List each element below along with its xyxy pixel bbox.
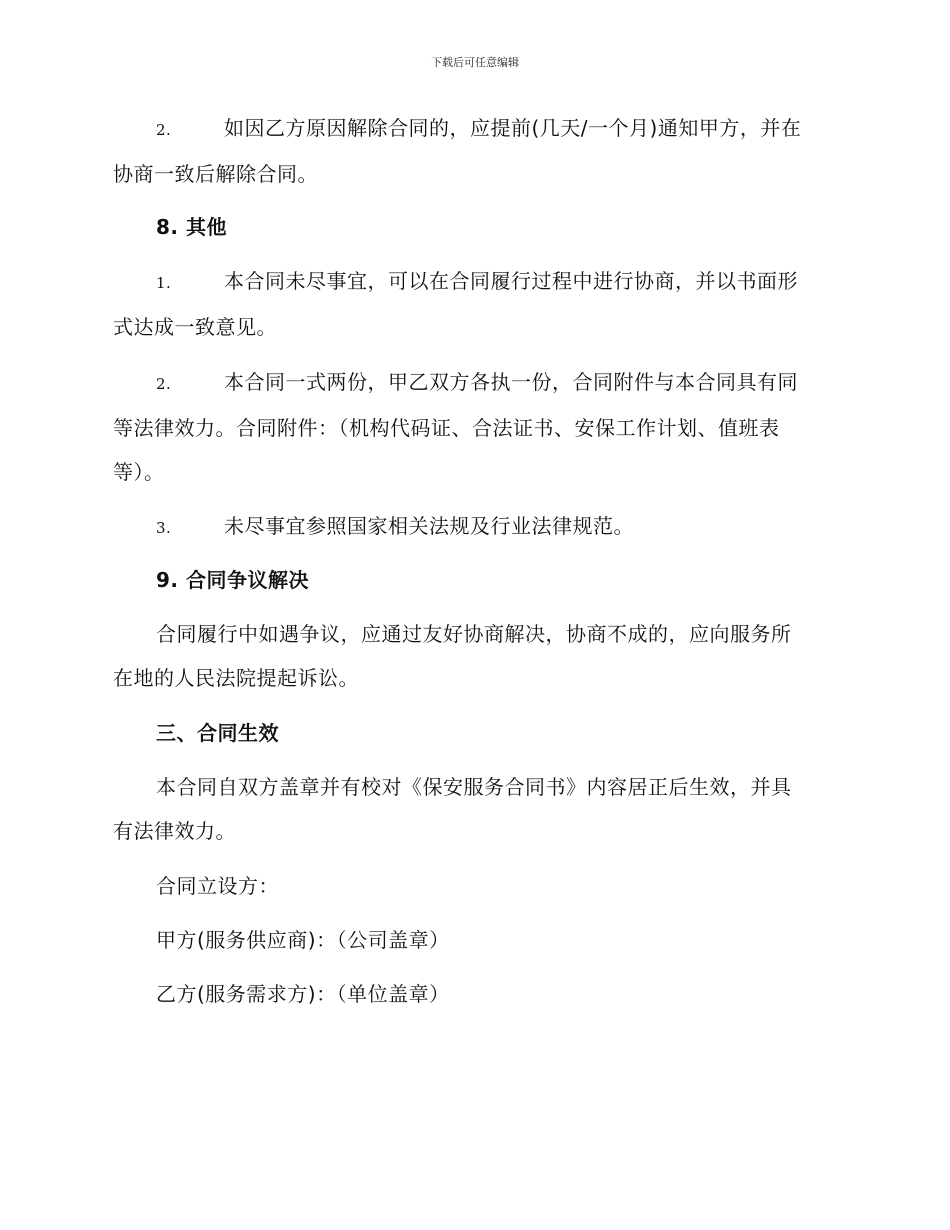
clause-line (113, 360, 838, 406)
page-header-note: 下载后可任意编辑 (431, 56, 519, 69)
section-9-heading: 9. 合同争议解决 (156, 568, 309, 592)
paragraph-line (113, 765, 838, 809)
clause-line (113, 106, 838, 152)
clause-number: 2. (156, 121, 172, 139)
paragraph-line: 在地的人民法院提起诉讼。 (113, 666, 359, 690)
paragraph-text: 本合同自双方盖章并有校对《保安服务合同书》内容居正后生效，并具 (156, 775, 792, 799)
section-effect-body (113, 765, 838, 853)
party-a-signature-line: 甲方(服务供应商)：（公司盖章） (156, 928, 450, 952)
clause-8-1 (113, 259, 838, 349)
section-9-body (113, 612, 838, 700)
clause-line (113, 504, 838, 550)
clause-line: 等）。 (113, 460, 165, 484)
clause-number: 1. (156, 274, 172, 292)
clause-text: 未尽事宜参照国家相关法规及行业法律规范。 (224, 514, 634, 538)
paragraph-line (113, 612, 838, 656)
clause-number: 2. (156, 375, 172, 393)
paragraph-text: 合同履行中如遇争议，应通过友好协商解决，协商不成的，应向服务所 (156, 622, 792, 646)
section-8-heading: 8. 其他 (156, 215, 227, 239)
clause-8-2 (113, 360, 838, 494)
contract-parties-label: 合同立设方： (156, 874, 279, 898)
clause-line: 协商一致后解除合同。 (113, 162, 318, 186)
party-b-signature-line: 乙方(服务需求方)：（单位盖章） (156, 982, 450, 1006)
clause-8-3 (113, 504, 838, 550)
clause-text: 本合同一式两份，甲乙双方各执一份，合同附件与本合同具有同 (224, 370, 798, 394)
section-effect-heading: 三、合同生效 (156, 721, 279, 745)
clause-text: 本合同未尽事宜，可以在合同履行过程中进行协商，并以书面形 (224, 269, 798, 293)
clause-text: 如因乙方原因解除合同的，应提前(几天/一个月)通知甲方，并在 (224, 116, 802, 140)
clause-line: 式达成一致意见。 (113, 315, 277, 339)
clause-line: 等法律效力。合同附件：（机构代码证、合法证书、安保工作计划、值班表 (113, 416, 780, 440)
paragraph-line: 有法律效力。 (113, 819, 236, 843)
clause-line (113, 259, 838, 305)
clause-2-termination (113, 106, 838, 196)
clause-number: 3. (156, 519, 172, 537)
